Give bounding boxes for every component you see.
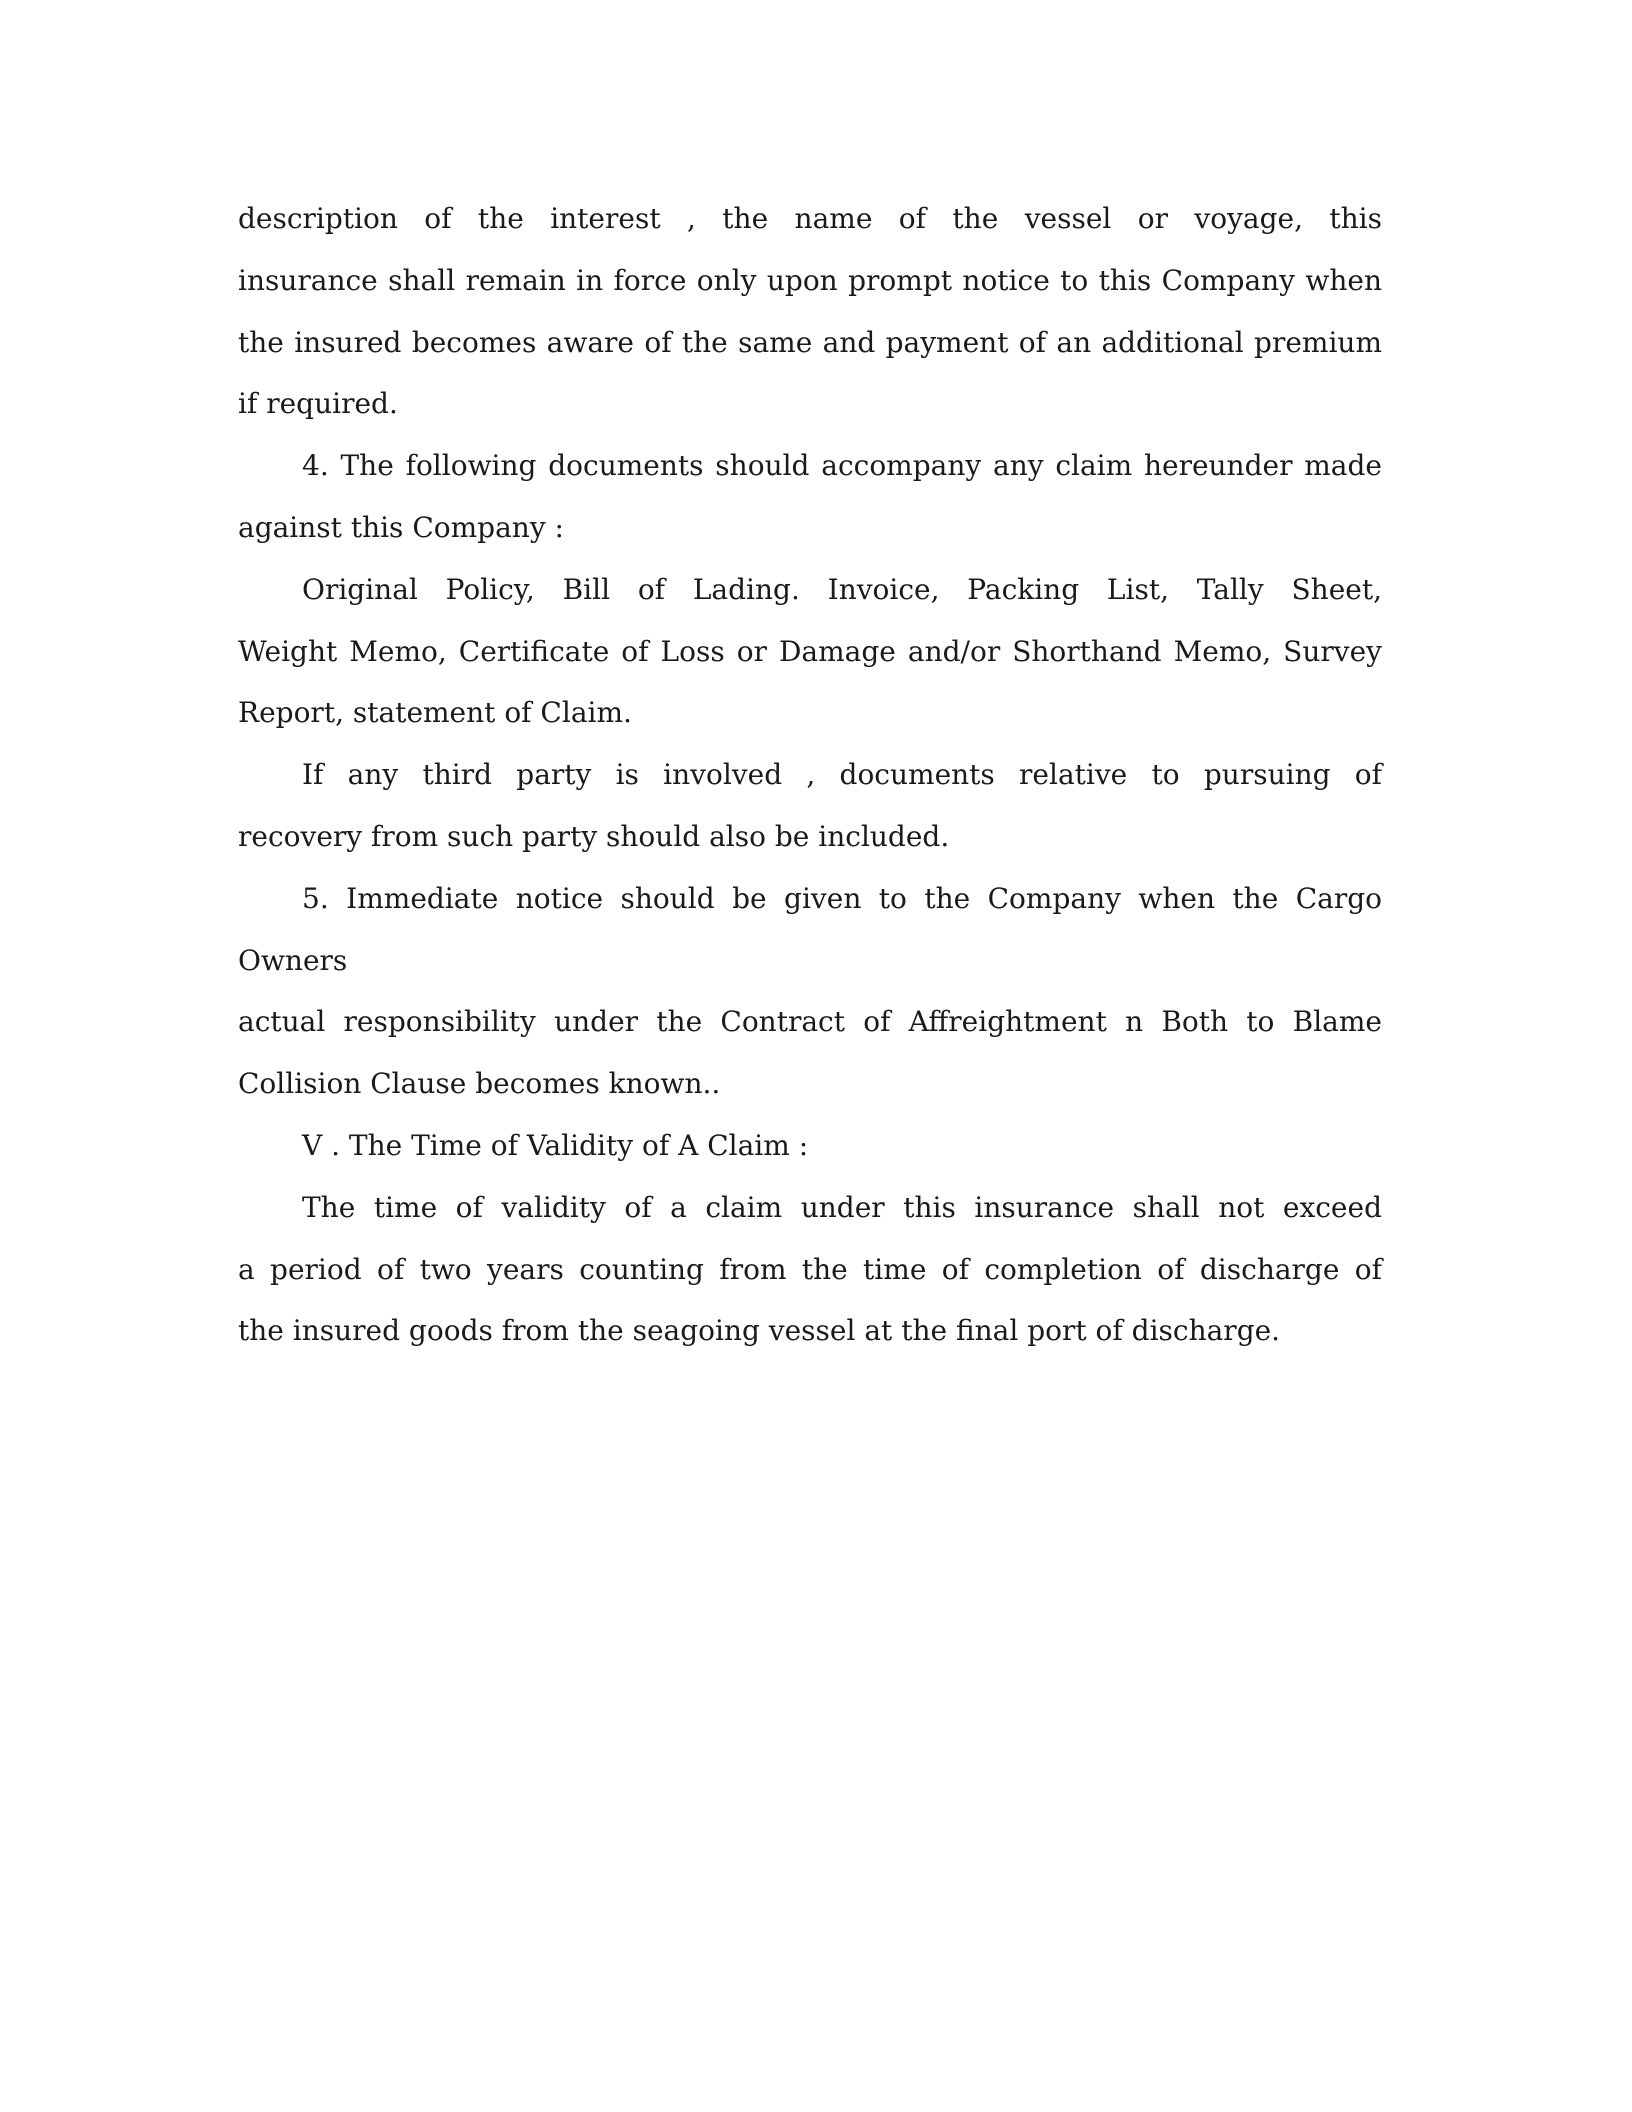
text-line: 4. The following documents should accompany any claim hereunder made — [302, 449, 1382, 483]
paragraph-claim-validity — [238, 1177, 1382, 1362]
text-line: If any third party is involved , documents relative to pursuing of — [302, 758, 1382, 792]
text-line: a period of two years counting from the time of completion of discharge of — [238, 1252, 1382, 1286]
paragraph-immediate-notice — [238, 868, 1382, 1115]
text-line: against this Company : — [238, 510, 564, 544]
text-line: the insured goods from the seagoing vessel at the final port of discharge. — [238, 1314, 1281, 1348]
document-body — [238, 188, 1382, 1362]
paragraph-document-list — [238, 559, 1382, 744]
text-line: V . The Time of Validity of A Claim : — [302, 1128, 809, 1162]
text-line: the insured becomes aware of the same and payment of an additional premium — [238, 325, 1382, 359]
text-line: actual responsibility under the Contract of Affreightment n Both to Blame — [238, 1005, 1382, 1039]
text-line: Weight Memo, Certificate of Loss or Damage and/or Shorthand Memo, Survey — [238, 634, 1382, 668]
paragraph-notice-continuation — [238, 188, 1382, 435]
paragraph-claim-documents — [238, 435, 1382, 559]
text-line: 5. Immediate notice should be given to the Company when the Cargo Owners — [238, 881, 1382, 977]
text-line: description of the interest , the name of the vessel or voyage, this — [238, 202, 1382, 235]
paragraph-third-party — [238, 744, 1382, 868]
text-line: Report, statement of Claim. — [238, 696, 632, 730]
text-line: if required. — [238, 387, 398, 421]
text-line: The time of validity of a claim under this insurance shall not exceed — [302, 1190, 1382, 1224]
text-line: Original Policy, Bill of Lading. Invoice, Packing List, Tally Sheet, — [302, 572, 1382, 606]
text-line: insurance shall remain in force only upon prompt notice to this Company when — [238, 263, 1382, 297]
text-line: recovery from such party should also be included. — [238, 819, 950, 853]
section-heading-claim-validity — [238, 1115, 1382, 1177]
text-line: Collision Clause becomes known.. — [238, 1067, 721, 1101]
